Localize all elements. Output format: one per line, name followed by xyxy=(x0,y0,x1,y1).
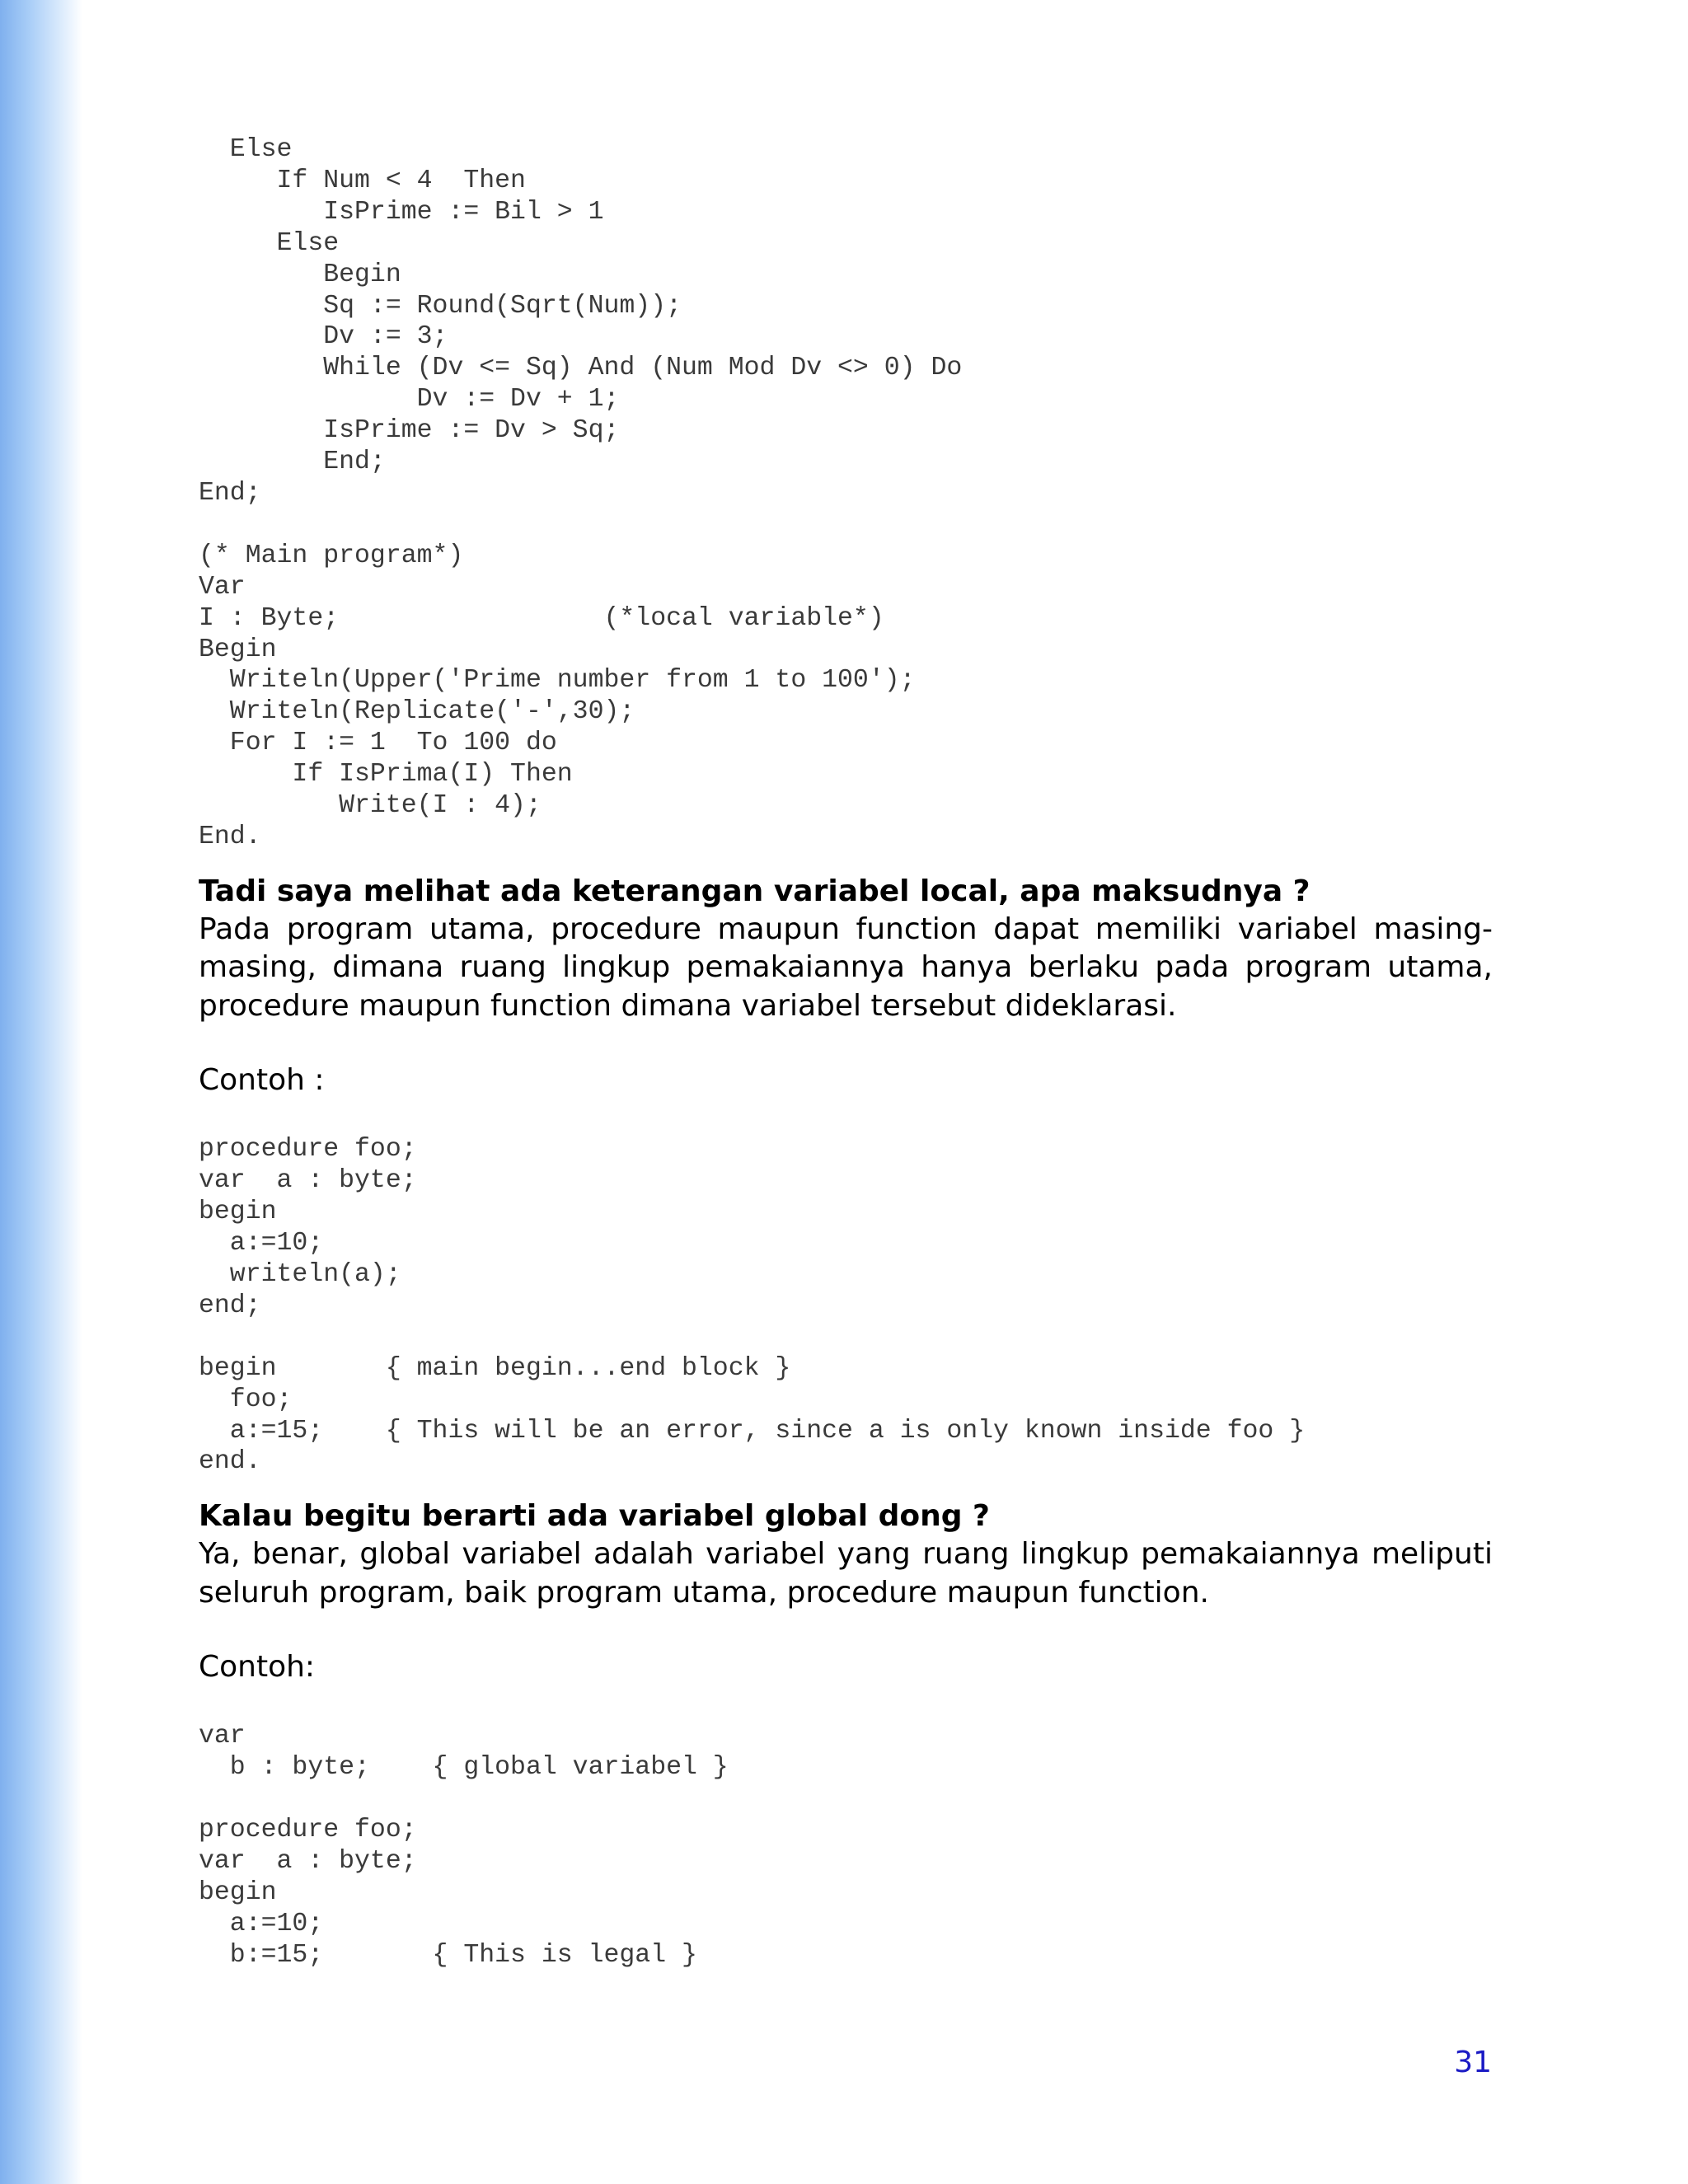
paragraph-local-variable: Pada program utama, procedure maupun function dapat memiliki variabel masing-masing, dimana ruang lingkup pemakaiannya hanya berlaku pada program utama, procedure maupun function dimana variabel tersebut dideklarasi. xyxy=(199,912,1493,1023)
page-side-gradient-bar xyxy=(0,0,82,2184)
paragraph-global-variable: Ya, benar, global variabel adalah variabel yang ruang lingkup pemakaiannya meliputi seluruh program, baik program utama, procedure maupun function. xyxy=(199,1537,1493,1610)
heading-local-variable: Tadi saya melihat ada keterangan variabel local, apa maksudnya ? xyxy=(199,874,1311,908)
code-block-global-example: var b : byte; { global variabel } procedure foo; var a : byte; begin a:=10; b:=15; { This is legal } xyxy=(199,1722,729,1970)
heading-global-variable: Kalau begitu berarti ada variabel global dong ? xyxy=(199,1499,990,1534)
code-block-local-example: procedure foo; var a : byte; begin a:=10; writeln(a); end; begin { main begin...end block } foo; a:=15; { This will be an error, since a is only known inside foo } end. xyxy=(199,1135,1306,1477)
example-label-local: Contoh : xyxy=(199,1063,325,1098)
page-content xyxy=(199,134,1493,1971)
example-label-global: Contoh: xyxy=(199,1650,316,1685)
page-number: 31 xyxy=(1454,2046,1492,2079)
code-block-prime-function: Else If Num < 4 Then IsPrime := Bil > 1 Else Begin Sq := Round(Sqrt(Num)); Dv := 3; While (Dv <= Sq) And (Num Mod Dv <> 0) Do Dv := Dv + 1; IsPrime := Dv > Sq; End; End; (* Main program*) Var I : Byte; (*local variable*) Begin Writeln(Upper('Prime number from 1 to 100'); Writeln(Replicate('-',30); For I := 1 To 100 do If IsPrima(I) Then Write(I : 4); End. xyxy=(199,135,963,851)
